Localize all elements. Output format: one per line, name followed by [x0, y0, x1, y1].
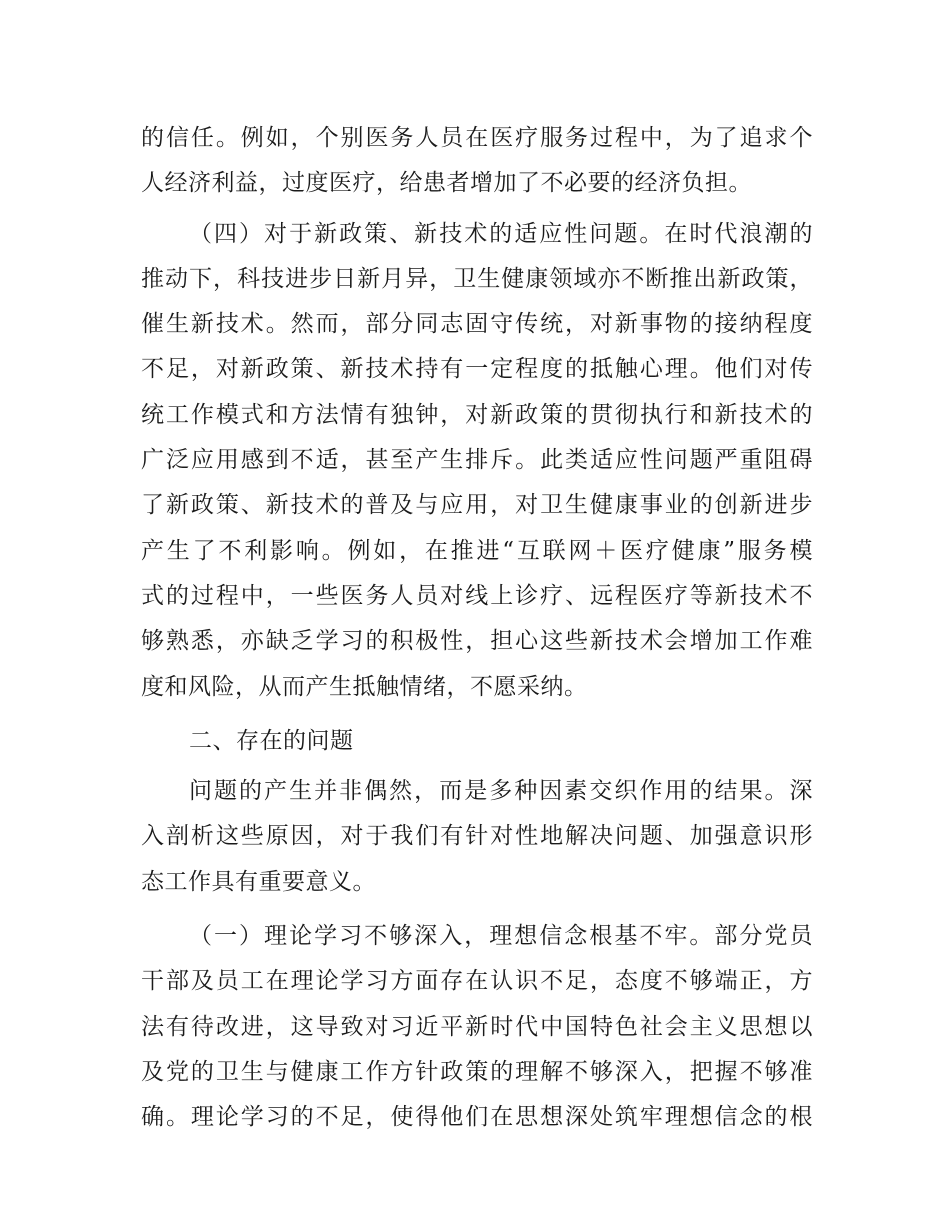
text-line: 问题的产生并非偶然，而是多种因素交织作用的结果。深 — [189, 778, 813, 805]
text-line: 二、存在的问题 — [189, 727, 354, 754]
text-line: 入剖析这些原因，对于我们有针对性地解决问题、加强意识形 — [141, 823, 813, 850]
text-line: 法有待改进，这导致对习近平新时代中国特色社会主义思想以 — [141, 1013, 813, 1040]
text-line: 干部及员工在理论学习方面存在认识不足，态度不够端正，方 — [141, 968, 813, 995]
paragraph-continuation — [141, 116, 813, 207]
text-line: 度和风险，从而产生抵触情绪，不愿采纳。 — [141, 673, 588, 700]
text-line: 催生新技术。然而，部分同志固守传统，对新事物的接纳程度 — [141, 311, 813, 338]
paragraph-section-1 — [141, 914, 813, 1140]
text-line: 广泛应用感到不适，甚至产生排斥。此类适应性问题严重阻碍 — [141, 447, 813, 474]
text-line: 了新政策、新技术的普及与应用，对卫生健康事业的创新进步 — [141, 492, 813, 519]
text-line: （一）理论学习不够深入，理想信念根基不牢。部分党员 — [189, 923, 813, 950]
paragraph-intro — [141, 769, 813, 905]
text-line: 人经济利益，过度医疗，给患者增加了不必要的经济负担。 — [141, 170, 752, 197]
text-line: 推动下，科技进步日新月异，卫生健康领域亦不断推出新政策， — [141, 265, 813, 292]
text-line: 统工作模式和方法情有独钟，对新政策的贯彻执行和新技术的 — [141, 401, 813, 428]
paragraph-section-4 — [141, 212, 813, 710]
paragraph-heading-2 — [141, 719, 813, 764]
text-line: 式的过程中，一些医务人员对线上诊疗、远程医疗等新技术不 — [141, 582, 813, 609]
text-line: （四）对于新政策、新技术的适应性问题。在时代浪潮的 — [189, 220, 813, 247]
text-line: 够熟悉，亦缺乏学习的积极性，担心这些新技术会增加工作难 — [141, 628, 813, 655]
text-line: 产生了不利影响。例如，在推进“互联网＋医疗健康”服务模 — [141, 537, 813, 564]
text-line: 态工作具有重要意义。 — [141, 868, 376, 895]
text-line: 及党的卫生与健康工作方针政策的理解不够深入，把握不够准 — [141, 1058, 813, 1085]
text-line: 的信任。例如，个别医务人员在医疗服务过程中，为了追求个 — [141, 125, 813, 151]
text-line: 不足，对新政策、新技术持有一定程度的抵触心理。他们对传 — [141, 356, 813, 383]
text-line: 确。理论学习的不足，使得他们在思想深处筑牢理想信念的根 — [141, 1104, 813, 1131]
document-body — [141, 116, 813, 1141]
